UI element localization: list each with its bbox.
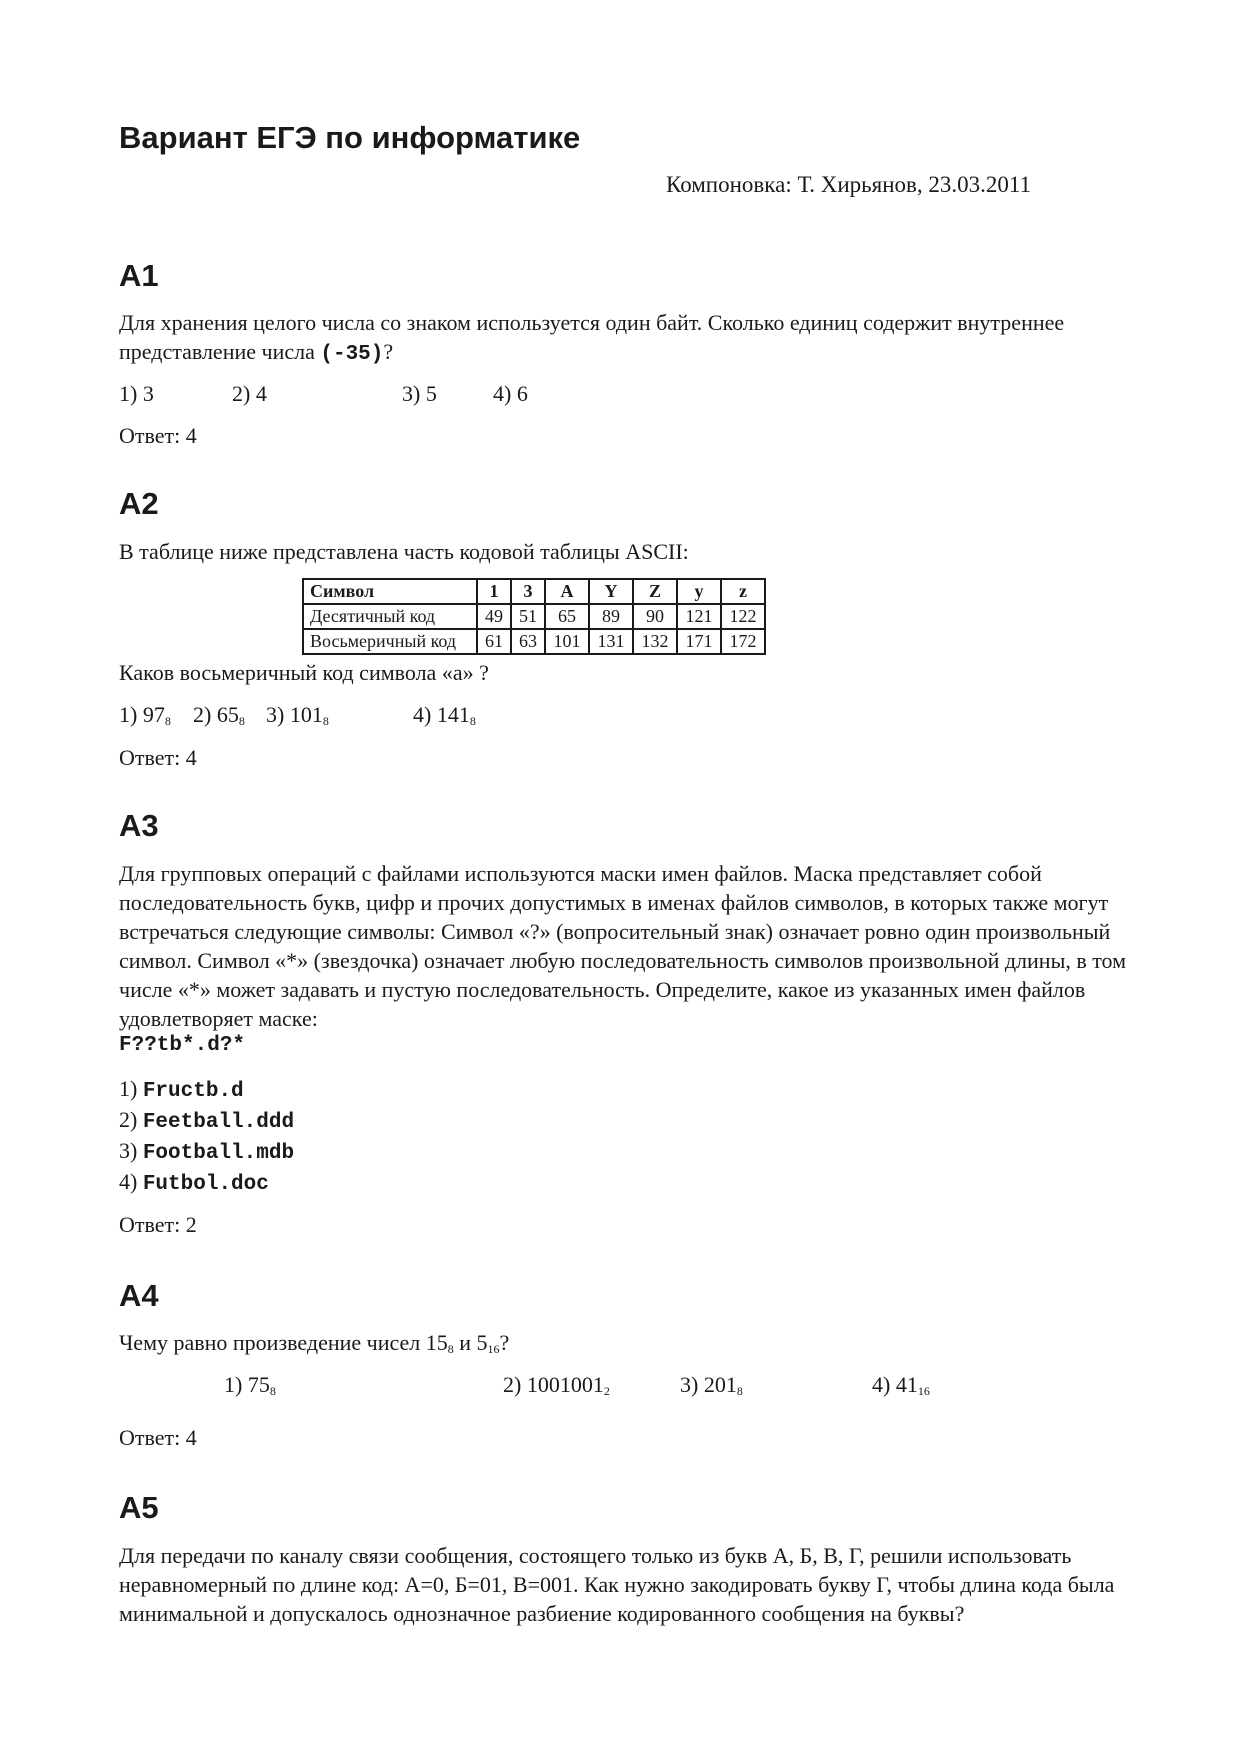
a3-option-2-file: Feetball.ddd [142,1111,295,1134]
a4-option-3 [680,1372,743,1398]
a4-option-4-text: 4) 41 [872,1372,918,1397]
question-a4-text-part2: и 5 [453,1330,488,1355]
a2-option-2-text: 2) 65 [193,702,239,727]
a4-option-4 [872,1372,930,1398]
question-a3-text: Для групповых операций с файлами используются маски имен файлов. Маска представляет собой последовательность букв, цифр и прочих допустимых в именах файлов символов, в которых также могут встречаться следующие символы: Символ «?» (вопросительный знак) означает ровно один произвольный символ. Символ «*» (звездочка) означает любую последовательность символов произвольной длины, в том числе «*» может задавать и пустую последовательность. Определите, какое из указанных имен файлов удовлетворяет маске: [119,861,1127,1031]
a1-option-3: 3) 5 [402,381,437,406]
question-a2-heading: A2 [119,486,159,521]
a1-option-1: 1) 3 [119,381,154,406]
ascii-table-row-octal [303,629,765,654]
ascii-table-cell: z [721,579,765,604]
a2-answer: Ответ: 4 [119,745,197,770]
a4-answer: Ответ: 4 [119,1425,197,1450]
a3-option-3 [119,1138,294,1165]
a2-option-2-base: 8 [238,714,245,728]
question-a1-text-end: ? [383,339,394,364]
ascii-table-cell: Z [633,579,677,604]
a1-option-4: 4) 6 [493,381,528,406]
ascii-table-cell: A [545,579,589,604]
ascii-table-cell: 101 [545,629,589,654]
question-a1-text-part: Для хранения целого числа со знаком используется один байт. Сколько единиц содержит внутреннее представление числа [119,310,1065,364]
ascii-table-cell: y [677,579,721,604]
a3-option-2-num: 2) [119,1107,138,1132]
a4-option-2-text: 2) 1001001 [503,1372,604,1397]
compiler-credit: Компоновка: Т. Хирьянов, 23.03.2011 [666,172,1032,197]
question-a4-text [119,1330,509,1356]
a3-option-3-num: 3) [119,1138,138,1163]
ascii-table-cell: Десятичный код [303,604,477,629]
ascii-table-cell: 61 [477,629,511,654]
question-a1-heading: A1 [119,258,159,293]
question-a1-text [119,308,1129,369]
question-a4-base2: 16 [487,1342,500,1356]
ascii-table-cell: 172 [721,629,765,654]
ascii-table-cell: Y [589,579,633,604]
a2-option-3-text: 3) 101 [266,702,323,727]
question-a3-mask: F??tb*.d?* [119,1034,246,1057]
a4-option-2-base: 2 [603,1384,610,1398]
a2-option-1-text: 1) 97 [119,702,165,727]
a2-option-1-base: 8 [164,714,171,728]
ascii-table-cell: 49 [477,604,511,629]
a2-option-3 [266,702,329,728]
question-a5-text: Для передачи по каналу связи сообщения, состоящего только из букв А, Б, В, Г, решили использовать неравномерный по длине код: A=0, Б=01, В=001. Как нужно закодировать букву Г, чтобы длина кода была минимальной и допускалось однозначное разбиение кодированного сообщения на буквы? [119,1543,1115,1626]
a4-option-1 [224,1372,276,1398]
ascii-table-cell: 132 [633,629,677,654]
a2-option-4 [413,702,476,728]
question-a4-heading: A4 [119,1278,159,1313]
question-a2-question: Каков восьмеричный код символа «a» ? [119,660,489,685]
a2-option-4-base: 8 [469,714,476,728]
a4-option-2 [503,1372,610,1398]
a3-option-2 [119,1107,294,1134]
a3-option-1-file: Fructb.d [142,1080,244,1103]
question-a3-heading: A3 [119,808,159,843]
a2-option-2 [193,702,245,728]
a3-option-1-num: 1) [119,1076,138,1101]
ascii-table-cell: 121 [677,604,721,629]
ascii-table-cell: 90 [633,604,677,629]
page-title: Вариант ЕГЭ по информатике [119,120,581,155]
a4-option-3-text: 3) 201 [680,1372,737,1397]
a4-option-1-text: 1) 75 [224,1372,270,1397]
question-a4-text-part1: Чему равно произведение чисел 15 [119,1330,448,1355]
a3-option-3-file: Football.mdb [142,1142,295,1165]
ascii-table-cell: 89 [589,604,633,629]
question-a4-base1: 8 [447,1342,454,1356]
a2-option-3-base: 8 [322,714,329,728]
question-a1-code: (-35) [320,343,384,366]
question-a2-intro: В таблице ниже представлена часть кодовой таблицы ASCII: [119,539,689,564]
a2-option-1 [119,702,171,728]
ascii-table-cell: 65 [545,604,589,629]
ascii-table-cell: 3 [511,579,545,604]
ascii-table-cell: 51 [511,604,545,629]
ascii-table-cell: Восьмеричный код [303,629,477,654]
ascii-table-cell: 122 [721,604,765,629]
ascii-table-cell: 171 [677,629,721,654]
a4-option-4-base: 16 [917,1384,930,1398]
question-a4-text-part3: ? [499,1330,510,1355]
a3-option-1 [119,1076,244,1103]
a1-option-2: 2) 4 [232,381,267,406]
a3-option-4-num: 4) [119,1169,138,1194]
a4-option-1-base: 8 [269,1384,276,1398]
ascii-table-cell: Символ [303,579,477,604]
ascii-table-cell: 1 [477,579,511,604]
question-a5-heading: A5 [119,1490,159,1525]
ascii-table-cell: 63 [511,629,545,654]
ascii-table-cell: 131 [589,629,633,654]
ascii-table [302,578,766,655]
a4-option-3-base: 8 [736,1384,743,1398]
a3-answer: Ответ: 2 [119,1212,197,1237]
a3-option-4 [119,1169,269,1196]
ascii-table-row-decimal [303,604,765,629]
ascii-table-header-row [303,579,765,604]
a3-option-4-file: Futbol.doc [142,1173,269,1196]
a1-answer: Ответ: 4 [119,423,197,448]
a2-option-4-text: 4) 141 [413,702,470,727]
